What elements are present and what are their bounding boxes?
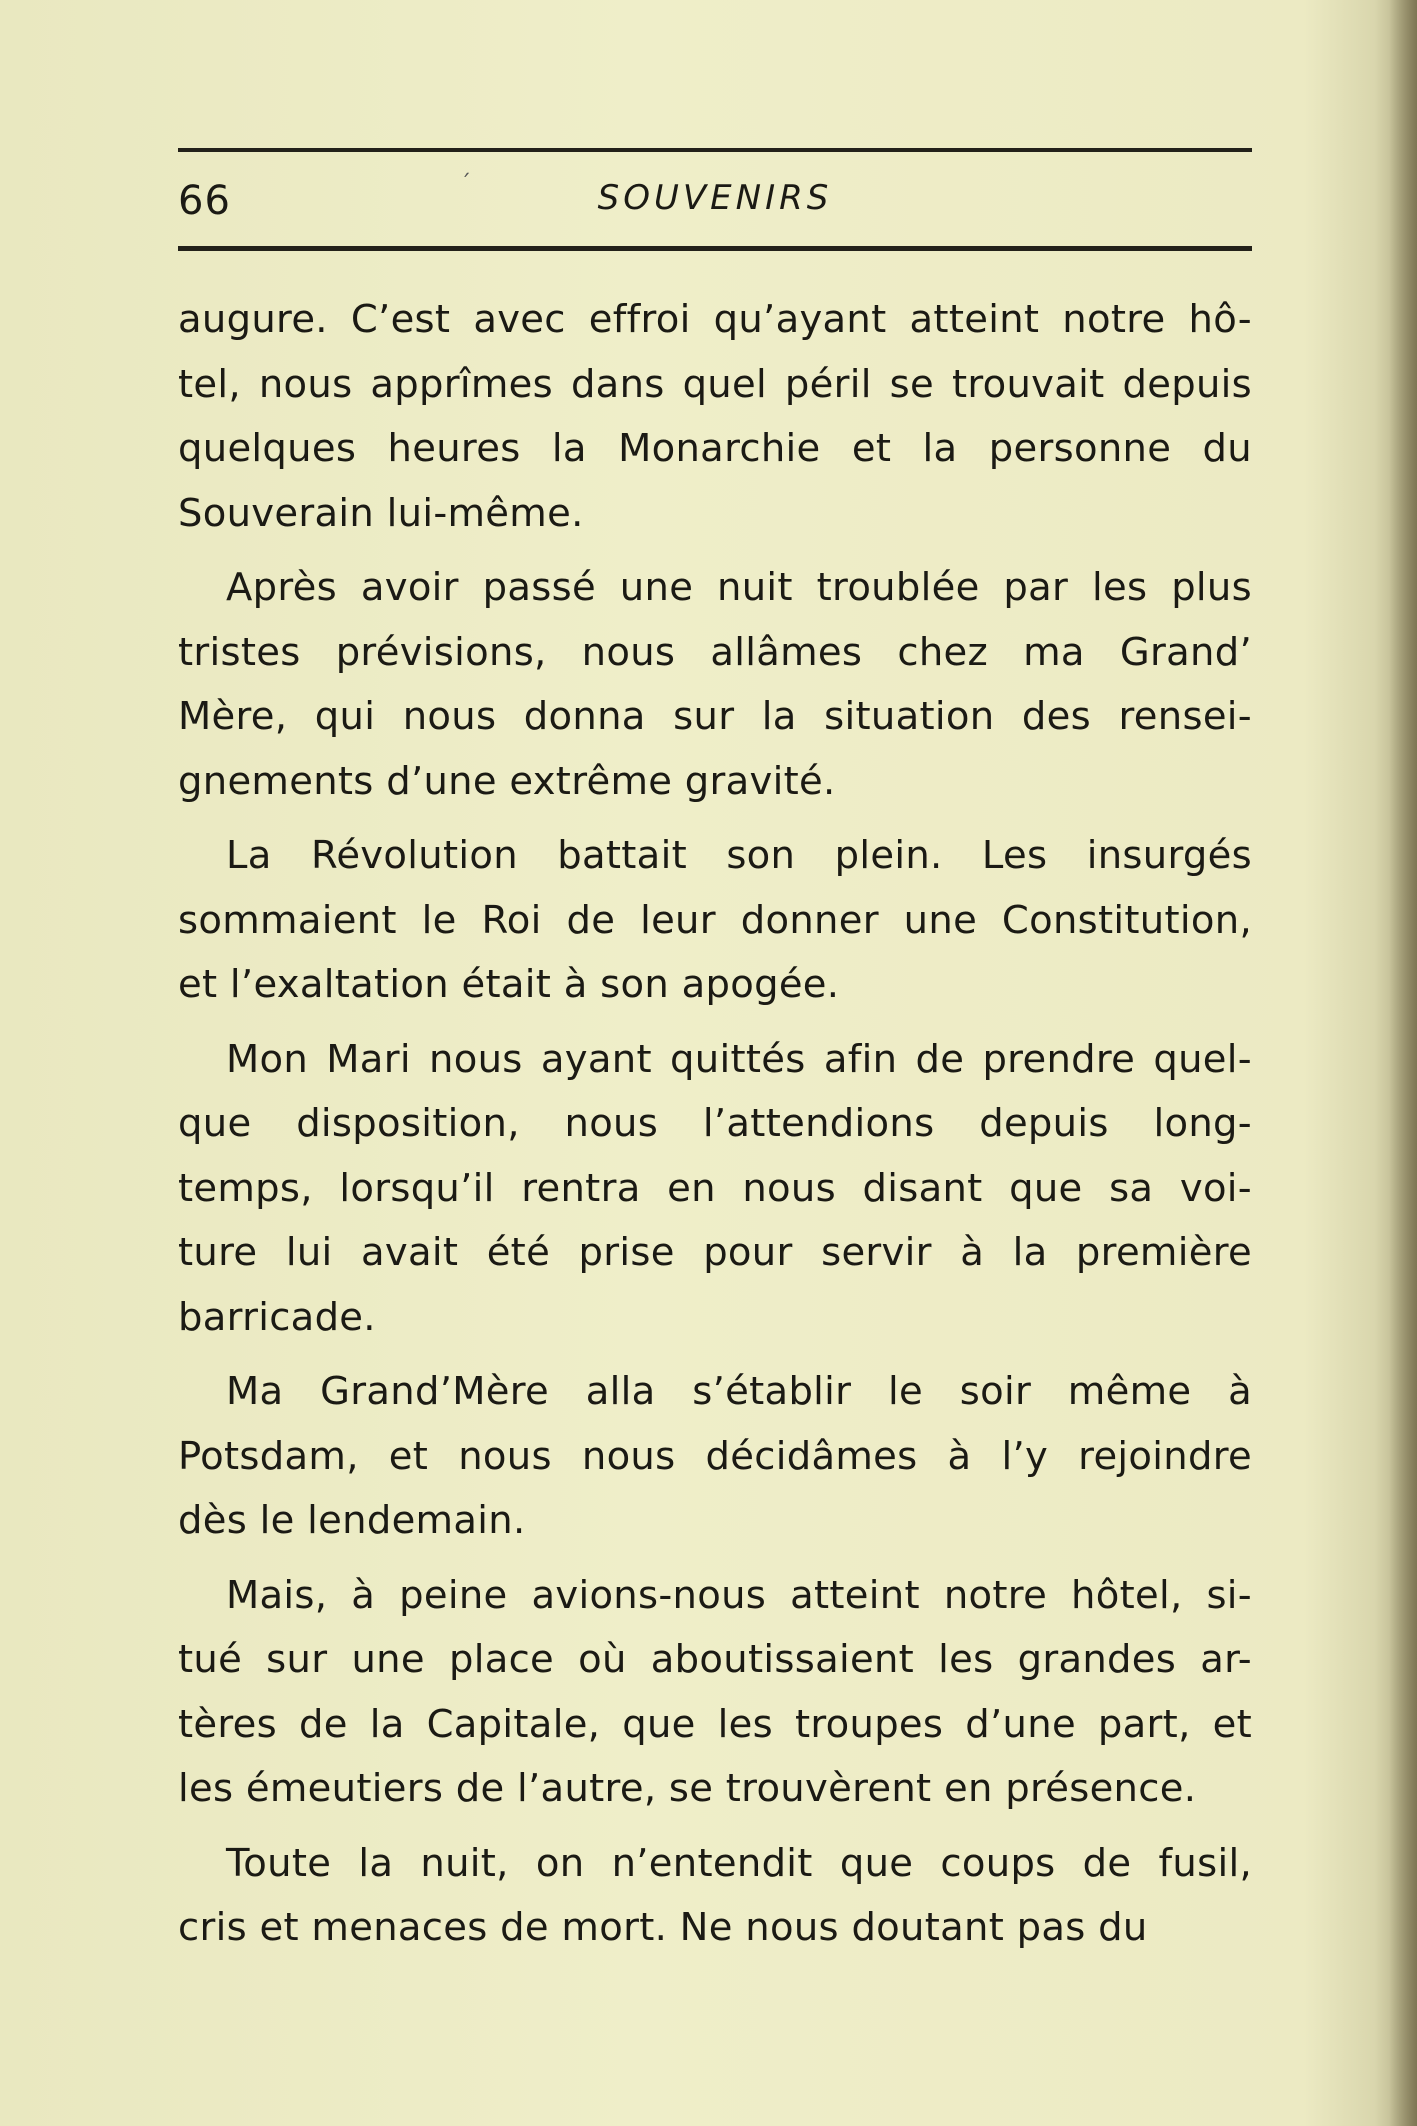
paragraph (178, 1564, 1252, 1822)
text-line: Potsdam, et nous nous décidâmes à l’y rejoindre (178, 1433, 1252, 1479)
text-line: temps, lorsqu’il rentra en nous disant que sa voi- (178, 1165, 1252, 1211)
text-line: que disposition, nous l’attendions depuis long- (178, 1101, 1252, 1146)
text-line: barricade. (178, 1294, 376, 1340)
paragraph (178, 1028, 1252, 1351)
text-line: cris et menaces de mort. Ne nous doutant pas du (178, 1905, 1148, 1950)
text-line: Toute la nuit, on n’entendit que coups de fusil, (226, 1840, 1252, 1886)
text-line: Mon Mari nous ayant quittés afin de prendre quel- (226, 1036, 1252, 1082)
text-line: et l’exaltation était à son apogée. (178, 962, 840, 1007)
text-line: tristes prévisions, nous allâmes chez ma Grand’ (178, 629, 1252, 675)
text-line: Mère, qui nous donna sur la situation des rensei- (178, 694, 1252, 739)
text-line: ture lui avait été prise pour servir à la première (178, 1230, 1252, 1275)
header-top-rule (178, 148, 1252, 152)
text-line: gnements d’une extrême gravité. (178, 758, 836, 804)
text-line: tel, nous apprîmes dans quel péril se trouvait depuis (178, 361, 1252, 407)
paragraph (178, 556, 1252, 814)
body-text (178, 288, 1252, 1971)
text-line: Après avoir passé une nuit troublée par les plus (226, 565, 1252, 610)
text-line: tères de la Capitale, que les troupes d’une part, et (178, 1701, 1252, 1747)
text-line: tué sur une place où aboutissaient les grandes ar- (178, 1637, 1252, 1682)
text-line: sommaient le Roi de leur donner une Constitution, (178, 897, 1252, 943)
paragraph (178, 288, 1252, 546)
paragraph (178, 824, 1252, 1018)
text-line: Ma Grand’Mère alla s’établir le soir même à (226, 1369, 1252, 1414)
text-line: les émeutiers de l’autre, se trouvèrent en présence. (178, 1766, 1197, 1811)
text-line: Souverain lui-même. (178, 490, 584, 536)
paragraph (178, 1832, 1252, 1961)
text-line: La Révolution battait son plein. Les insurgés (226, 833, 1252, 878)
text-line: dès le lendemain. (178, 1498, 526, 1543)
paragraph (178, 1360, 1252, 1554)
text-line: quelques heures la Monarchie et la personne du (178, 426, 1252, 471)
running-header (178, 160, 1252, 240)
printer-mark: ´ (460, 172, 471, 197)
page-number: 66 (178, 178, 231, 224)
text-line: augure. C’est avec effroi qu’ayant atteint notre hô- (178, 297, 1252, 342)
header-bottom-rule (178, 246, 1252, 251)
text-line: Mais, à peine avions-nous atteint notre hôtel, si- (226, 1572, 1252, 1618)
page-edge-shadow (1389, 0, 1417, 2126)
running-title: SOUVENIRS (597, 178, 833, 218)
